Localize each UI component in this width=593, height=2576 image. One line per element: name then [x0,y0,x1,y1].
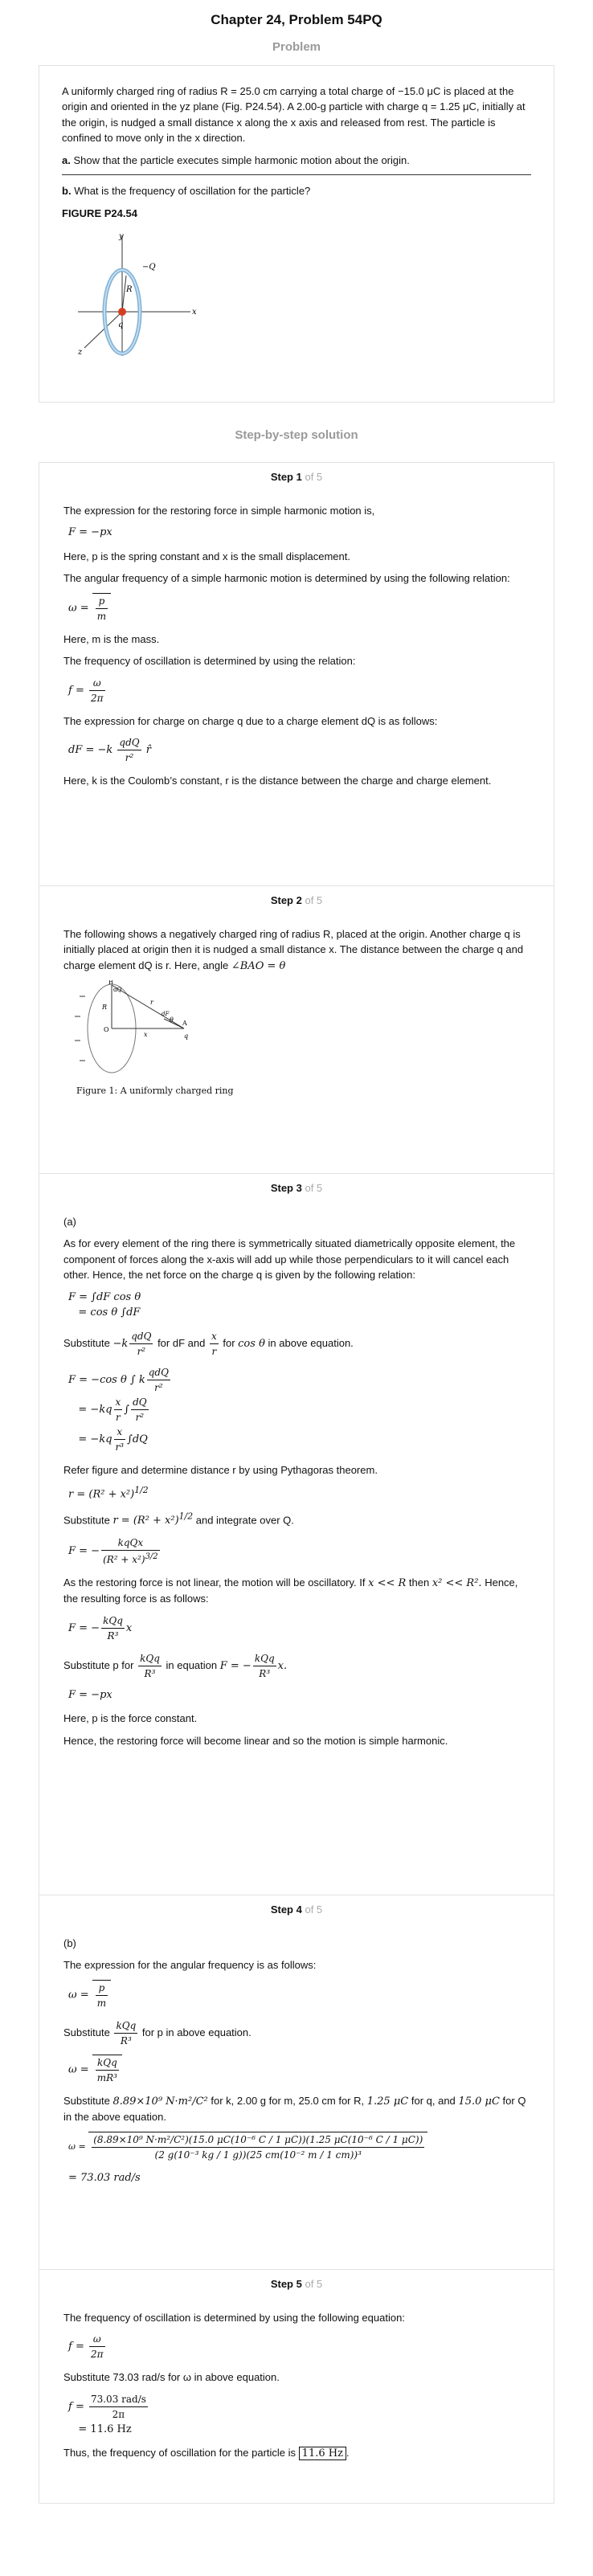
equation: ω = (8.89×10⁹ N·m²/C²)(15.0 μC(10⁻⁶ C / 1 μC))(1.25 μC(10⁻⁶ C / 1 μC)) (2 g(10⁻³ kg / 1 g))(25 cm(10⁻² m / 1 cm))³ [68,2132,530,2162]
step-header: Step 5 of 5 [270,2278,323,2290]
solution-heading: Step-by-step solution [235,427,358,442]
equation: ω = $\frac{p}{m}$ [68,1980,530,2010]
label-x: x [144,1031,148,1038]
problem-card [39,65,554,403]
equation: F = −cos θ ∫ k $\frac{\text{qdQ}}{\text{r²}}$ = −kq $\frac{x}{r}$ ∫ $\frac{dQ}{\text{r²}}$ = −kq $\frac{x}{\text{r³}}$ ∫dQ [68,1366,169,1453]
part-label: (a) [63,1215,76,1228]
ring-figure [62,227,207,364]
step-text: Substitute $r = (R^2 + x^2)^{1/2}$ and integrate over Q. [63,1511,294,1527]
step-text: The expression for charge on charge q due to a charge element dQ is as follows: [63,714,438,727]
label-r: r [150,999,153,1006]
equation: F = − $\frac{\text{kqQx}}{(R^2 + x^2)^{3/2}}$ [68,1536,158,1565]
label-b: B [108,980,113,986]
step-4 [39,1895,554,2270]
radius-label: R [126,285,133,294]
ring-charge-label: −Q [142,263,156,272]
page-title: Chapter 24, Problem 54PQ [211,12,382,27]
equation: F = ∫dF cos θ = cos θ ∫dF [68,1290,141,1319]
step-text: Substitute p for $\frac{\text{kQq}}{\text{R³}}$ in equation F = − $\frac{\text{kQq}}{\text{R³}}$ x. [63,1652,288,1679]
final-answer: Thus, the frequency of oscillation for the particle is 11.6 Hz . [63,2447,350,2459]
step-text: Here, k is the Coulomb’s constant, r is the distance between the charge and charge element. [63,775,492,787]
step-text: As for every element of the ring there is symmetrically situated diametrically opposite element, the component of forces along the x-axis will add up while those perpendiculars to it will cancel each other. Hence, the net force on the charge q is given by the following relation: [63,1237,516,1281]
part-b: b. What is the frequency of oscillation for the particle? [62,185,311,197]
step-text: Here, p is the spring constant and x is the small displacement. [63,550,350,562]
charged-ring-figure [63,980,224,1077]
equation: F = −px [68,1688,112,1701]
figure-label: FIGURE P24.54 [62,206,137,219]
step-text: The frequency of oscillation is determined by using the relation: [63,655,356,667]
answer-box: 11.6 Hz [299,2447,346,2460]
equation: ω = $\frac{\text{kQq}}{\text{mR³}}$ [68,2055,530,2085]
label-q: q [184,1032,189,1040]
label-df: dF [162,1011,170,1017]
step-text: The following shows a negatively charged ring of radius R, placed at the origin. Another charge q is initially placed at origin then it is nudged a small distance x. The distance between the charge q and charge element dQ is r. Here, angle ∠BAO = θ [63,927,524,972]
axis-x-label: x [192,308,197,317]
axis-z-label: z [78,348,83,357]
solution-card [39,462,554,2504]
equation: f = $\frac{\text{73.03 rad/s}}{2\pi}$ = 11.6 Hz [68,2393,146,2435]
part-a: a. Show that the particle executes simple harmonic motion about the origin. [62,153,410,166]
label-dq: dQ [113,987,122,993]
equation: F = −px [68,526,112,538]
equation: $r = (R^2 + x^2)^{1/2}$ [68,1485,149,1501]
part-label: (b) [63,1936,76,1949]
label-radius: R [102,1004,108,1011]
step-text: Substitute $\frac{\text{kQq}}{\text{R³}}$ for p in above equation. [63,2019,252,2046]
step-text: Refer figure and determine distance r by using Pythagoras theorem. [63,1463,378,1476]
equation: f = $\frac{\omega}{2\pi}$ [68,2333,104,2360]
step-text: Substitute −k $\frac{\text{qdQ}}{\text{r²}}$ for dF and $\frac{x}{r}$ for cos θ in above equation. [63,1330,354,1357]
equation: ω = $\frac{p}{m}$ [68,593,530,624]
step-text: Here, p is the force constant. [63,1712,198,1725]
step-text: Hence, the restoring force will become linear and so the motion is simple harmonic. [63,1734,448,1747]
label-a: A [182,1020,187,1027]
problem-text: A uniformly charged ring of radius R = 25.0 cm carrying a total charge of −15.0 μC is placed at the origin and oriented in the yz plane (Fig. P24.54). A 2.00-g particle with charge q = 1.25 μC, initially at the origin, is nudged a small distance x along the x axis and released from rest. The particle is confined to move only in the x direction. [62,84,526,144]
step-text: The angular frequency of a simple harmonic motion is determined by using the following relation: [63,572,510,584]
divider [62,174,531,175]
equation: f = $\frac{\omega}{2\pi}$ [68,677,104,704]
step-header: Step 3 of 5 [270,1182,323,1194]
step-text: Substitute 73.03 rad/s for ω in above equation. [63,2371,280,2383]
equation-result: = 73.03 rad/s [68,2171,141,2184]
step-text: As the restoring force is not linear, the motion will be oscillatory. If x << R then x² << R². Hence, the resulting force is as follows: [63,1576,518,1605]
step-3 [39,1174,554,1895]
figure-caption: Figure 1: A uniformly charged ring [76,1085,234,1096]
label-o: O [104,1026,109,1033]
label-theta: θ [170,1016,174,1024]
step-text: Here, m is the mass. [63,632,160,645]
step-text: The expression for the angular frequency is as follows: [63,1959,317,1971]
step-header: Step 2 of 5 [270,894,323,906]
step-header: Step 1 of 5 [270,471,323,483]
step-text: Substitute 8.89×10⁹ N·m²/C² for k, 2.00 g for m, 25.0 cm for R, 1.25 μC for q, and 15.0 μC for Q in the above equation. [63,2094,526,2123]
step-text: The frequency of oscillation is determined by using the following equation: [63,2311,405,2324]
step-2 [39,886,554,1174]
step-1 [39,463,554,886]
step-text: The expression for the restoring force in simple harmonic motion is, [63,504,375,517]
step-header: Step 4 of 5 [270,1903,323,1916]
problem-label: Problem [272,40,321,54]
equation: dF = −k $\frac{\text{qdQ}}{\text{r²}}$ r̂ [68,737,151,763]
step-5 [39,2270,554,2503]
equation: F = − $\frac{\text{kQq}}{\text{R³}}$ x [68,1614,133,1642]
axis-y-label: y [119,232,124,241]
charge-label: q [118,321,124,329]
